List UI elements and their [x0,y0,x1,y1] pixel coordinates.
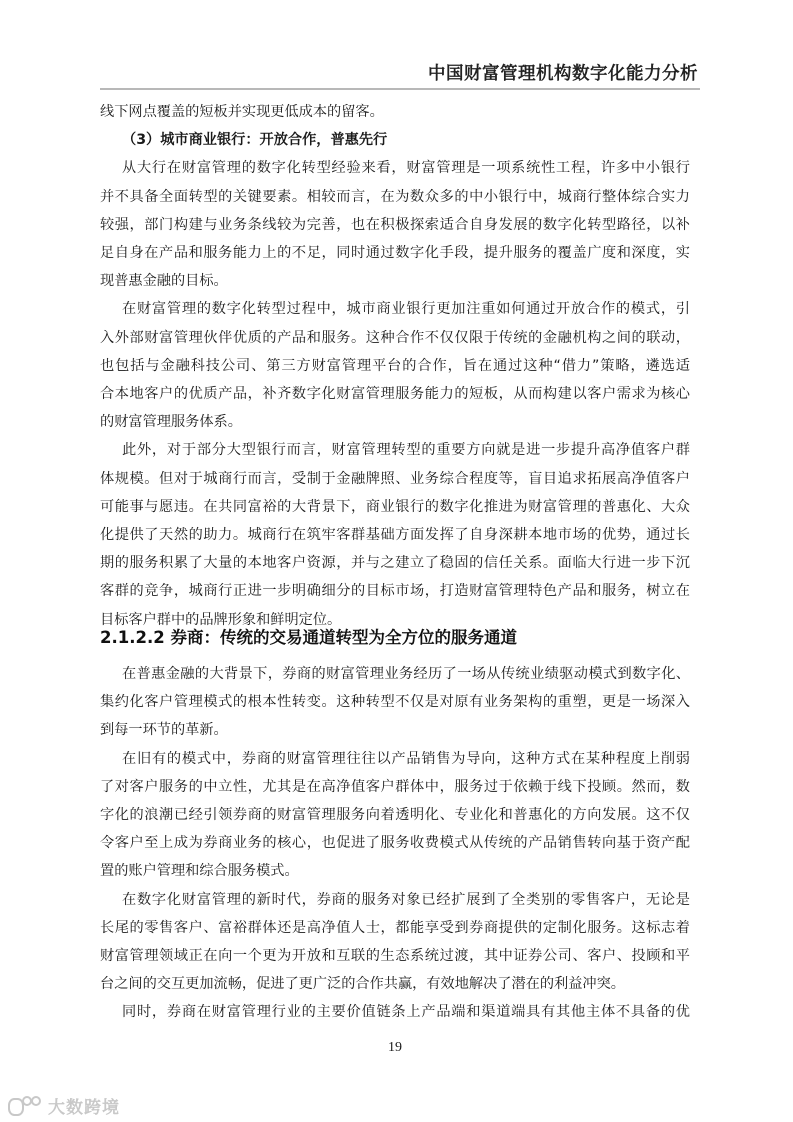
text-line: 化提供了天然的助力。城商行在筑牢客群基础方面发挥了自身深耕本地市场的优势，通过长 [100,527,690,543]
subheading: （3）城市商业银行：开放合作，普惠先行 [122,132,388,149]
text-line: 置的账户管理和综合服务模式。 [100,863,299,880]
text-line: 长尾的零售客户、富裕群体还是高净值人士，都能享受到券商提供的定制化服务。这标志着 [100,919,690,936]
text-line: 足自身在产品和服务能力上的不足，同时通过数字化手段，提升服务的覆盖广度和深度，实 [100,245,690,261]
running-header-title: 中国财富管理机构数字化能力分析 [428,64,698,84]
text-line: 入外部财富管理伙伴优质的产品和服务。这种合作不仅仅限于传统的金融机构之间的联动， [100,329,690,346]
text-line: 集约化客户管理模式的根本性转变。这种转型不仅是对原有业务架构的重塑，更是一场深入 [100,694,690,711]
watermark [8,1093,120,1118]
header-divider [100,88,700,90]
text-line: 客群的竞争，城商行正进一步明确细分的目标市场，打造财富管理特色产品和服务，树立在 [100,583,690,600]
text-line: 现普惠金融的目标。 [100,273,228,290]
text-line: 字化的浪潮已经引领券商的财富管理服务向着透明化、专业化和普惠化的方向发展。这不仅 [100,807,690,823]
text-line: 的财富管理服务体系。 [100,414,242,431]
text-line: 合本地客户的优质产品，补齐数字化财富管理服务能力的短板，从而构建以客户需求为核心 [100,386,690,402]
watermark-text: 大数跨境 [48,1098,120,1118]
text-line: 台之间的交互更加流畅，促进了更广泛的合作共赢，有效地解决了潜在的利益冲突。 [100,976,625,993]
page-number: 19 [388,1040,402,1055]
text-line: 此外，对于部分大型银行而言，财富管理转型的重要方向就是进一步提升高净值客户群 [122,442,690,459]
text-line: 目标客户群中的品牌形象和鲜明定位。 [100,611,342,628]
text-line: 体规模。但对于城商行而言，受制于金融牌照、业务综合程度等，盲目追求拓展高净值客户 [100,470,690,487]
text-line: 在数字化财富管理的新时代，券商的服务对象已经扩展到了全类别的零售客户，无论是 [122,891,690,908]
text-line: 同时，券商在财富管理行业的主要价值链条上产品端和渠道端具有其他主体不具备的优 [122,1004,690,1021]
text-line: 较强，部门构建与业务条线较为完善，也在积极探索适合自身发展的数字化转型路径，以补 [100,216,690,233]
text-line: 了对客户服务的中立性，尤其是在高净值客户群体中，服务过于依赖于线下投顾。然而，数 [100,778,690,795]
text-line: 可能事与愿违。在共同富裕的大背景下，商业银行的数字化推进为财富管理的普惠化、大众 [100,498,690,515]
watermark-logo-icon [8,1096,42,1116]
text-line: 在旧有的模式中，券商的财富管理往往以产品销售为导向，这种方式在某种程度上削弱 [122,750,690,767]
text-line: 到每一环节的革新。 [100,722,228,739]
text-line: 并不具备全面转型的关键要素。相较而言，在为数众多的中小银行中，城商行整体综合实力 [100,188,690,205]
text-line: 期的服务积累了大量的本地客户资源，并与之建立了稳固的信任关系。面临大行进一步下沉 [100,555,690,572]
text-line: 从大行在财富管理的数字化转型经验来看，财富管理是一项系统性工程，许多中小银行 [122,160,690,177]
text-line: 在普惠金融的大背景下，券商的财富管理业务经历了一场从传统业绩驱动模式到数字化、 [122,666,690,682]
text-line: 令客户至上成为券商业务的核心，也促进了服务收费模式从传统的产品销售转向基于资产配 [100,835,690,852]
text-line: 在财富管理的数字化转型过程中，城市商业银行更加注重如何通过开放合作的模式，引 [122,301,690,318]
text-line: 也包括与金融科技公司、第三方财富管理平台的合作，旨在通过这种“借力”策略，遴选适 [100,357,690,374]
text-line: 财富管理领域正在向一个更为开放和互联的生态系统过渡，其中证券公司、客户、投顾和平 [100,948,690,964]
text-line: 线下网点覆盖的短板并实现更低成本的留客。 [100,104,384,120]
section-heading: 2.1.2.2 券商：传统的交易通道转型为全方位的服务通道 [100,628,517,647]
